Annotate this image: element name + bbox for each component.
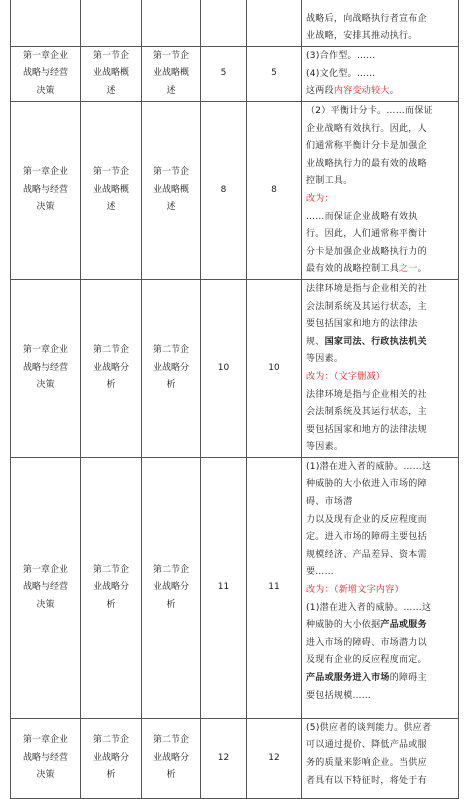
content-text: (1)潜在进入者的威胁。……这 <box>306 461 432 472</box>
content-text: (1)潜在进入者的威胁。……这 <box>306 602 432 613</box>
content-line <box>306 156 455 174</box>
revised-section-cell-text: 第二节企业战略分析 <box>152 564 189 610</box>
content-text: (5)供应者的谈判能力。供应者 <box>306 722 432 733</box>
content-line <box>306 83 455 101</box>
content-text: 者具有以下特征时，将处于有 <box>306 775 427 786</box>
revised-page-cell-text: 5 <box>271 68 277 79</box>
content-line <box>306 173 455 191</box>
content-text: 碍、市场潜 <box>306 497 353 508</box>
chapter-cell <box>11 279 81 457</box>
revised-section-cell <box>142 457 201 718</box>
content-text: 等因素。 <box>306 354 344 365</box>
original-page-cell <box>201 457 247 718</box>
revision-table <box>10 0 459 799</box>
content-text: 进入市场的障碍、市场潜力以 <box>306 637 427 648</box>
chapter-cell-text: 第一章企业战略与经营决策 <box>22 564 68 610</box>
content-line <box>306 529 455 547</box>
content-line <box>306 28 455 46</box>
table-row <box>11 0 459 47</box>
revised-section-cell <box>142 718 201 798</box>
content-line <box>306 670 455 688</box>
content-line <box>306 244 455 262</box>
chapter-cell <box>11 0 81 47</box>
content-line <box>306 281 455 299</box>
content-text: 分卡是加强企业战略执行力的 <box>306 246 427 257</box>
content-text: 国家司法、行政执法机关 <box>324 336 427 347</box>
content-text: 规模经济、产品差异、资本需 <box>306 549 427 560</box>
content-line <box>306 11 455 29</box>
content-cell <box>302 0 459 47</box>
chapter-cell-text: 第一章企业战略与经营决策 <box>22 735 68 781</box>
revised-page-cell <box>247 457 302 718</box>
content-line <box>306 439 455 457</box>
content-line <box>306 635 455 653</box>
original-section-cell <box>81 718 142 798</box>
original-section-cell <box>81 0 142 47</box>
content-cell <box>302 279 459 457</box>
content-line <box>306 191 455 209</box>
content-line <box>306 720 455 738</box>
content-text: 们通常称平衡计分卡是加强企 <box>306 141 427 152</box>
original-page-cell <box>201 47 247 102</box>
original-page-cell-text: 10 <box>217 362 230 373</box>
content-line <box>306 316 455 334</box>
revision-note: 内容变动较大 <box>333 86 390 97</box>
content-text: 种威胁的大小依据 <box>306 620 381 631</box>
content-text: 的障碍主 <box>389 673 427 683</box>
chapter-cell <box>11 47 81 102</box>
content-line <box>306 494 455 512</box>
content-text: 等因素。 <box>306 442 344 453</box>
content-text: 可以通过提价、降低产品或服 <box>306 740 427 751</box>
chapter-cell-text: 第一章企业战略与经营决策 <box>22 345 68 391</box>
revised-page-cell-text: 12 <box>268 752 280 763</box>
content-text: (3)合作型。…… <box>306 51 376 61</box>
content-line <box>306 351 455 369</box>
content-text: 务的质量来影响企业。当供应 <box>306 758 427 769</box>
content-line <box>306 261 455 279</box>
content-line <box>306 48 455 66</box>
content-line <box>306 121 455 139</box>
original-section-cell <box>81 102 142 280</box>
content-line <box>306 582 455 600</box>
content-text: 企业战略有效执行。因此，人 <box>306 123 427 134</box>
content-line <box>306 103 455 121</box>
original-page-cell-text: 8 <box>220 184 227 195</box>
content-line <box>306 404 455 422</box>
content-text: 及现有企业的反应程度而定。 <box>306 655 427 666</box>
revised-section-cell <box>142 279 201 457</box>
revision-note: 改为：（文字删减） <box>306 371 386 382</box>
content-line <box>306 737 455 755</box>
content-line <box>306 369 455 387</box>
content-line <box>306 564 455 582</box>
content-text: （2）平衡计分卡。……而保证 <box>306 106 433 116</box>
content-text: ……而保证企业战略有效执 <box>306 211 418 222</box>
content-line <box>306 209 455 227</box>
content-text: 法律环境是指与企业相关的社 <box>306 283 427 294</box>
table-body <box>11 0 459 798</box>
content-cell <box>302 47 459 102</box>
table-row <box>11 47 459 102</box>
chapter-cell-text: 第一章企业战略与经营决策 <box>22 50 68 96</box>
original-section-cell-text: 第一节企业战略概述 <box>92 167 129 213</box>
content-cell <box>302 718 459 798</box>
content-line <box>306 459 455 477</box>
content-text: 种威胁的大小依进入市场的障 <box>306 479 427 490</box>
revision-note: 改为： <box>306 193 334 204</box>
revision-note: 之一 <box>399 264 418 275</box>
revised-page-cell <box>247 47 302 102</box>
content-cell <box>302 457 459 718</box>
original-page-cell <box>201 0 247 47</box>
chapter-cell-text: 第一章企业战略与经营决策 <box>22 167 68 213</box>
revised-section-cell-text: 第一节企业战略概述 <box>152 167 189 213</box>
content-text: 这两段 <box>306 86 334 97</box>
content-line <box>306 755 455 773</box>
content-line <box>306 547 455 565</box>
content-line <box>306 476 455 494</box>
original-section-cell <box>81 457 142 718</box>
revised-page-cell <box>247 279 302 457</box>
content-text: 会法制系统及其运行状态，主 <box>306 407 427 418</box>
content-text: 。 <box>417 264 427 275</box>
revised-section-cell <box>142 47 201 102</box>
revised-section-cell-text: 第二节企业战略分析 <box>152 345 189 391</box>
original-page-cell-text: 12 <box>217 752 230 763</box>
content-text: 控制工具。 <box>306 176 353 187</box>
content-line <box>306 387 455 405</box>
original-section-cell-text: 第二节企业战略分析 <box>92 345 129 391</box>
original-page-cell-text: 11 <box>217 582 230 593</box>
content-line <box>306 773 455 791</box>
original-page-cell-text: 5 <box>220 68 227 79</box>
table-row <box>11 102 459 280</box>
revised-page-cell-text: 8 <box>271 184 277 195</box>
original-page-cell <box>201 102 247 280</box>
content-line <box>306 652 455 670</box>
content-line <box>306 299 455 317</box>
revised-page-cell <box>247 0 302 47</box>
table-row <box>11 457 459 718</box>
content-line <box>306 66 455 84</box>
original-page-cell <box>201 279 247 457</box>
revised-section-cell-text: 第二节企业战略分析 <box>152 735 189 781</box>
content-text: 业战略，安排其推动执行。 <box>306 31 418 42</box>
content-text: 。 <box>389 86 400 97</box>
content-text: 战略后，向战略执行者宣布企 <box>306 13 427 24</box>
original-page-cell <box>201 718 247 798</box>
content-line <box>306 226 455 244</box>
content-text: 规、 <box>306 336 325 347</box>
original-section-cell <box>81 279 142 457</box>
content-text: 产品或服务进入市场 <box>306 673 390 683</box>
content-cell <box>302 102 459 280</box>
revised-section-cell <box>142 102 201 280</box>
content-text: 要包括国家和地方的法律法 <box>306 319 418 330</box>
chapter-cell <box>11 718 81 798</box>
content-text: 会法制系统及其运行状态，主 <box>306 301 427 312</box>
original-section-cell-text: 第二节企业战略分析 <box>92 735 129 781</box>
content-text: 力以及现有企业的反应程度而 <box>306 514 427 525</box>
revised-section-cell <box>142 0 201 47</box>
revised-page-cell <box>247 718 302 798</box>
content-text: 要包括规模…… <box>306 690 372 701</box>
content-text: 要包括国家和地方的法律法规 <box>306 424 427 435</box>
content-line <box>306 334 455 352</box>
content-line <box>306 512 455 530</box>
revised-section-cell-text: 第一节企业战略概述 <box>152 50 189 96</box>
content-text: 法律环境是指与企业相关的社 <box>306 389 427 400</box>
revised-page-cell <box>247 102 302 280</box>
original-section-cell-text: 第二节企业战略分析 <box>92 564 129 610</box>
revised-page-cell-text: 10 <box>268 362 280 373</box>
content-line <box>306 600 455 618</box>
content-text: 产品或服务 <box>380 620 427 631</box>
content-line <box>306 617 455 635</box>
content-text: 业战略执行力的最有效的战略 <box>306 158 427 169</box>
chapter-cell <box>11 457 81 718</box>
table-row <box>11 718 459 798</box>
revised-page-cell-text: 11 <box>268 582 280 593</box>
chapter-cell <box>11 102 81 280</box>
content-text: (4)文化型。…… <box>306 68 376 79</box>
content-text: 行。因此，人们通常称平衡计 <box>306 229 427 240</box>
original-section-cell-text: 第一节企业战略概述 <box>92 50 129 96</box>
content-line <box>306 688 455 706</box>
original-section-cell <box>81 47 142 102</box>
content-line <box>306 138 455 156</box>
content-text: 要…… <box>306 567 334 578</box>
content-text: 最有效的战略控制工具 <box>306 264 400 275</box>
table-row <box>11 279 459 457</box>
content-text: 定。进入市场的障碍主要包括 <box>306 532 427 543</box>
revision-note: 改为：（新增文字内容） <box>306 585 404 596</box>
content-line <box>306 422 455 440</box>
